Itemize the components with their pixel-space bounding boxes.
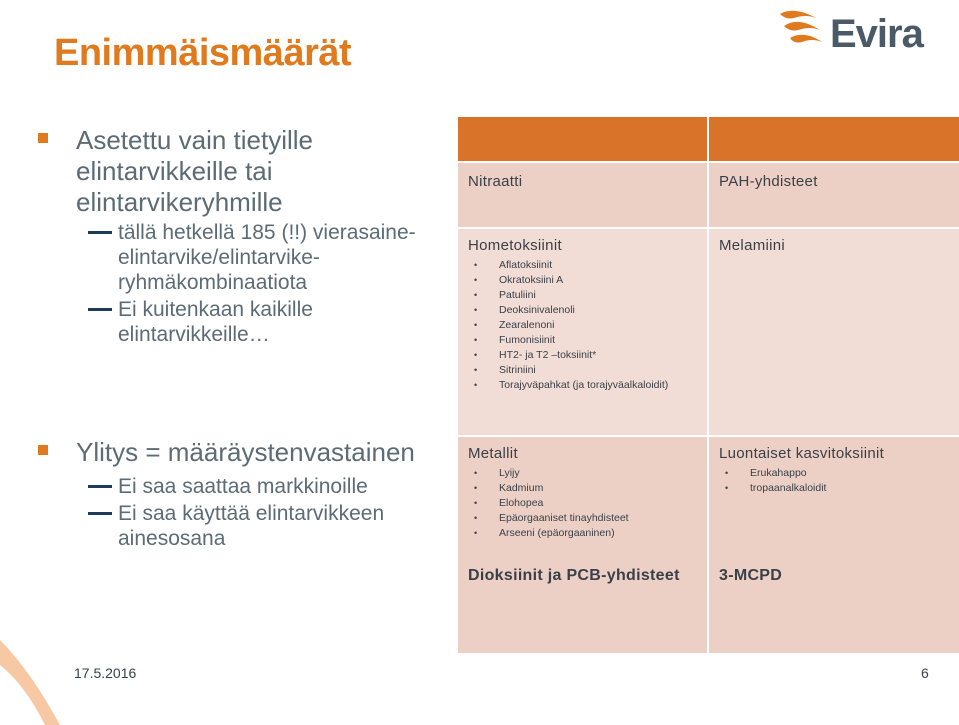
list-item: • Sitriniini (468, 363, 697, 378)
bullet-item (38, 125, 418, 218)
list-item: • tropaanalkaloidit (719, 481, 949, 496)
list-item: • Okratoksiini A (468, 273, 697, 288)
logo-text: Evira (830, 12, 923, 56)
list-item: • Arseeni (epäorgaaninen) (468, 526, 697, 541)
cell-nitraatti (458, 163, 707, 227)
sub-bullet-text: tällä hetkellä 185 (!!) vierasaine-elintarvike/elintarvike-ryhmäkombinaatiota (118, 221, 416, 294)
list-item: • HT2- ja T2 –toksiinit* (468, 348, 697, 363)
cell-title-dioksiinit: Dioksiinit ja PCB-yhdisteet (468, 567, 680, 584)
sub-bullet-item (38, 474, 448, 499)
table-header-right (709, 117, 959, 161)
list-item: • Patuliini (468, 288, 697, 303)
list-item: • Zearalenoni (468, 318, 697, 333)
slide-title: Enimmäismäärät (54, 32, 352, 74)
list-item: • Erukahappo (719, 466, 949, 481)
cell-title-mcpd: 3-MCPD (719, 567, 783, 584)
list-item: • Elohopea (468, 496, 697, 511)
metal-list (468, 466, 697, 541)
cell-luontaiset (709, 437, 959, 653)
bullet-text: Ylitys = määräystenvastainen (76, 437, 415, 467)
toxin-list (468, 258, 697, 393)
list-item: • Deoksinivalenoli (468, 303, 697, 318)
sub-bullet-item (38, 297, 418, 347)
contaminant-table (458, 117, 959, 653)
list-item: • Torajyväpahkat (ja torajyväalkaloidit) (468, 378, 697, 393)
sub-bullet-text: Ei saa saattaa markkinoille (118, 475, 368, 498)
bullet-list-top (38, 125, 418, 347)
sub-bullet-text: Ei saa käyttää elintarvikkeen ainesosana (118, 502, 385, 550)
cell-hometoksiinit (458, 229, 707, 435)
table-header-left (458, 117, 707, 161)
footer-date: 17.5.2016 (74, 665, 137, 681)
cell-pah (709, 163, 959, 227)
list-item: • Lyijy (468, 466, 697, 481)
dash-bullet-icon (88, 512, 112, 515)
plant-toxin-list (719, 466, 949, 496)
square-bullet-icon (38, 133, 48, 143)
bullet-text: Asetettu vain tietyille elintarvikkeille tai elintarvikeryhmille (76, 125, 314, 217)
list-item: • Fumonisiinit (468, 333, 697, 348)
square-bullet-icon (38, 445, 48, 455)
list-item: • Aflatoksiinit (468, 258, 697, 273)
list-item: • Kadmium (468, 481, 697, 496)
cell-title: Nitraatti (468, 173, 523, 190)
bullet-item (38, 437, 448, 468)
dash-bullet-icon (88, 485, 112, 488)
cell-melamiini (709, 229, 959, 435)
bullet-list-bottom (38, 437, 448, 551)
dash-bullet-icon (88, 308, 112, 311)
list-item: • Epäorgaaniset tinayhdisteet (468, 511, 697, 526)
cell-title: Luontaiset kasvitoksiinit (719, 445, 885, 462)
dash-bullet-icon (88, 231, 112, 234)
sub-bullet-text: Ei kuitenkaan kaikille elintarvikkeille… (118, 298, 313, 346)
cell-title: Hometoksiinit (468, 237, 562, 254)
cell-title: Metallit (468, 445, 518, 462)
cell-title: Melamiini (719, 237, 786, 254)
cell-title: PAH-yhdisteet (719, 173, 818, 190)
sub-bullet-item (38, 220, 418, 295)
page-number: 6 (921, 665, 929, 681)
sub-bullet-item (38, 501, 448, 551)
cell-metallit (458, 437, 707, 653)
